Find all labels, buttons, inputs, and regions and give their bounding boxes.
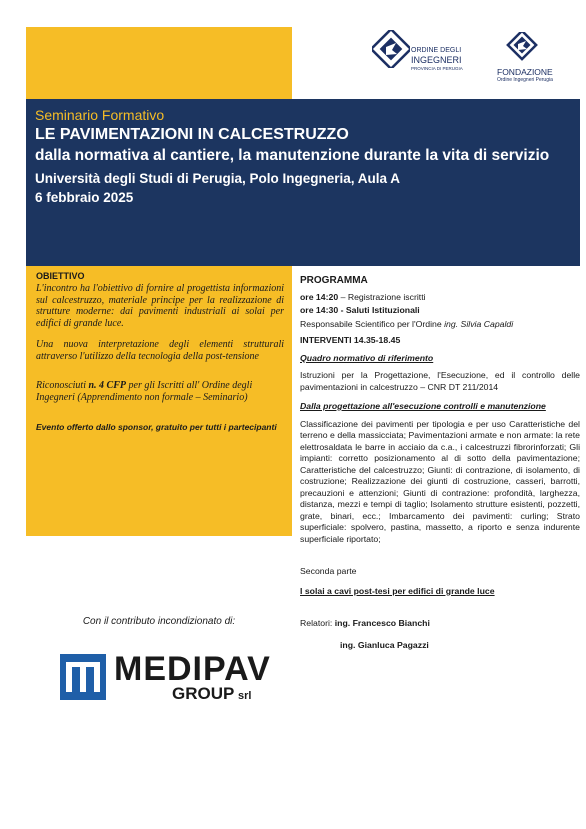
speaker-1: ing. Francesco Bianchi bbox=[334, 618, 430, 628]
registration-time: ore 14:20 bbox=[300, 291, 339, 302]
seminar-date: 6 febbraio 2025 bbox=[35, 190, 134, 205]
objective-text-2: Una nuova interpretazione degli elementi strutturali attraverso l'utilizzo della tecnologia della post-tensione bbox=[36, 339, 284, 362]
cfp-note bbox=[36, 380, 284, 403]
header-accent-block bbox=[26, 27, 292, 99]
medipav-name: MEDIPAV bbox=[114, 650, 271, 688]
program-column bbox=[300, 275, 580, 651]
fondazione-line1: FONDAZIONE bbox=[497, 67, 553, 77]
program-greetings bbox=[300, 305, 580, 317]
seminar-venue: Università degli Studi di Perugia, Polo Ingegneria, Aula A bbox=[35, 171, 401, 186]
cfp-credits: n. 4 CFP bbox=[88, 380, 127, 391]
cfp-post: per gli Iscritti all' Ordine degli Ingegneri (Apprendimento non formale – Seminario) bbox=[36, 380, 253, 403]
speaker-2: ing. Gianluca Pagazzi bbox=[340, 639, 429, 650]
objective-panel bbox=[26, 266, 292, 536]
part2-title: I solai a cavi post-tesi per edifici di grande luce bbox=[300, 585, 495, 596]
medipav-logo bbox=[60, 652, 270, 712]
fondazione-line2: Ordine Ingegneri Perugia bbox=[497, 77, 553, 83]
responsible-label: Responsabile Scientifico per l'Ordine bbox=[300, 318, 445, 329]
section-design-topics: Classificazione dei pavimenti per tipologia e per uso Caratteristiche del terreno e della massicciata; Pavimentazioni armate e non armate: la rete elettrosaldata le barre in acciaio da c.a., i calcestruzzi fibrorinforzati; Gli impianti: corretto posizionamento al di sotto della pavimentazione; Caratteristiche del calcestruzzo; Giunti: di contrazione, di isolamento, di costruzione; Realizzazione dei giunti di costruzione, casseri, barrotti, precauzioni e attenzioni; Giunti di contrazione: profondità, larghezza, distanza, mezzi e tempi di taglio; Isolamento strutture esistenti, pozzetti, grate, binari, ecc.; Imbarcamento dei pavimenti: curling; Strato superficiale: spolvero, pastina, massetto, a riporto e senza indurente superficiale riportato; bbox=[300, 418, 580, 544]
fondazione-logo bbox=[497, 30, 557, 98]
contribution-label: Con il contributo incondizionato di: bbox=[82, 616, 236, 627]
program-registration bbox=[300, 292, 580, 304]
fondazione-emblem-icon bbox=[505, 32, 539, 62]
ordine-emblem-icon bbox=[372, 30, 410, 68]
ordine-ingegneri-logo bbox=[370, 30, 463, 98]
objective-text: L'incontro ha l'obiettivo di fornire al progettista informazioni sul calcestruzzo, materiale principe per la realizzazione di strutture moderne: dai pavimenti industriali ai solai per edifici di grande luce. bbox=[36, 283, 284, 329]
medipav-group: GROUP bbox=[172, 684, 235, 703]
title-band bbox=[26, 99, 580, 266]
responsible-name: ing. Silvia Capaldi bbox=[444, 318, 514, 329]
program-responsible bbox=[300, 319, 580, 331]
program-title: PROGRAMMA bbox=[300, 275, 368, 286]
speakers-label: Relatori: bbox=[300, 618, 335, 628]
ordine-line1: ORDINE DEGLI bbox=[411, 47, 462, 54]
ordine-line2: INGEGNERI bbox=[411, 55, 462, 65]
cfp-pre: Riconosciuti bbox=[36, 380, 89, 391]
speakers bbox=[300, 618, 580, 630]
section-design: Dalla progettazione all'esecuzione controlli e manutenzione bbox=[300, 401, 546, 411]
seminar-title: LE PAVIMENTAZIONI IN CALCESTRUZZO bbox=[35, 126, 349, 143]
free-event-note: Evento offerto dallo sponsor, gratuito per tutti i partecipanti bbox=[36, 422, 277, 432]
registration-text: – Registrazione iscritti bbox=[338, 291, 426, 302]
part2-label: Seconda parte bbox=[300, 566, 357, 576]
seminar-kicker: Seminario Formativo bbox=[35, 107, 165, 123]
seminar-subtitle: dalla normativa al cantiere, la manutenzione durante la vita di servizio bbox=[35, 147, 550, 164]
ordine-line3: PROVINCIA DI PERUGIA bbox=[411, 66, 463, 71]
greetings-text: Saluti Istituzionali bbox=[345, 305, 420, 315]
section-normative: Quadro normativo di riferimento bbox=[300, 352, 434, 363]
section-normative-text: Istruzioni per la Progettazione, l'Esecuzione, ed il controllo delle pavimentazioni in calcestruzzo – CNR DT 211/2014 bbox=[300, 370, 580, 392]
greetings-time: ore 14:30 - bbox=[300, 305, 346, 315]
objective-title: OBIETTIVO bbox=[36, 271, 85, 281]
program-interventi: INTERVENTI 14.35-18.45 bbox=[300, 335, 401, 345]
medipav-suffix: srl bbox=[238, 690, 252, 702]
